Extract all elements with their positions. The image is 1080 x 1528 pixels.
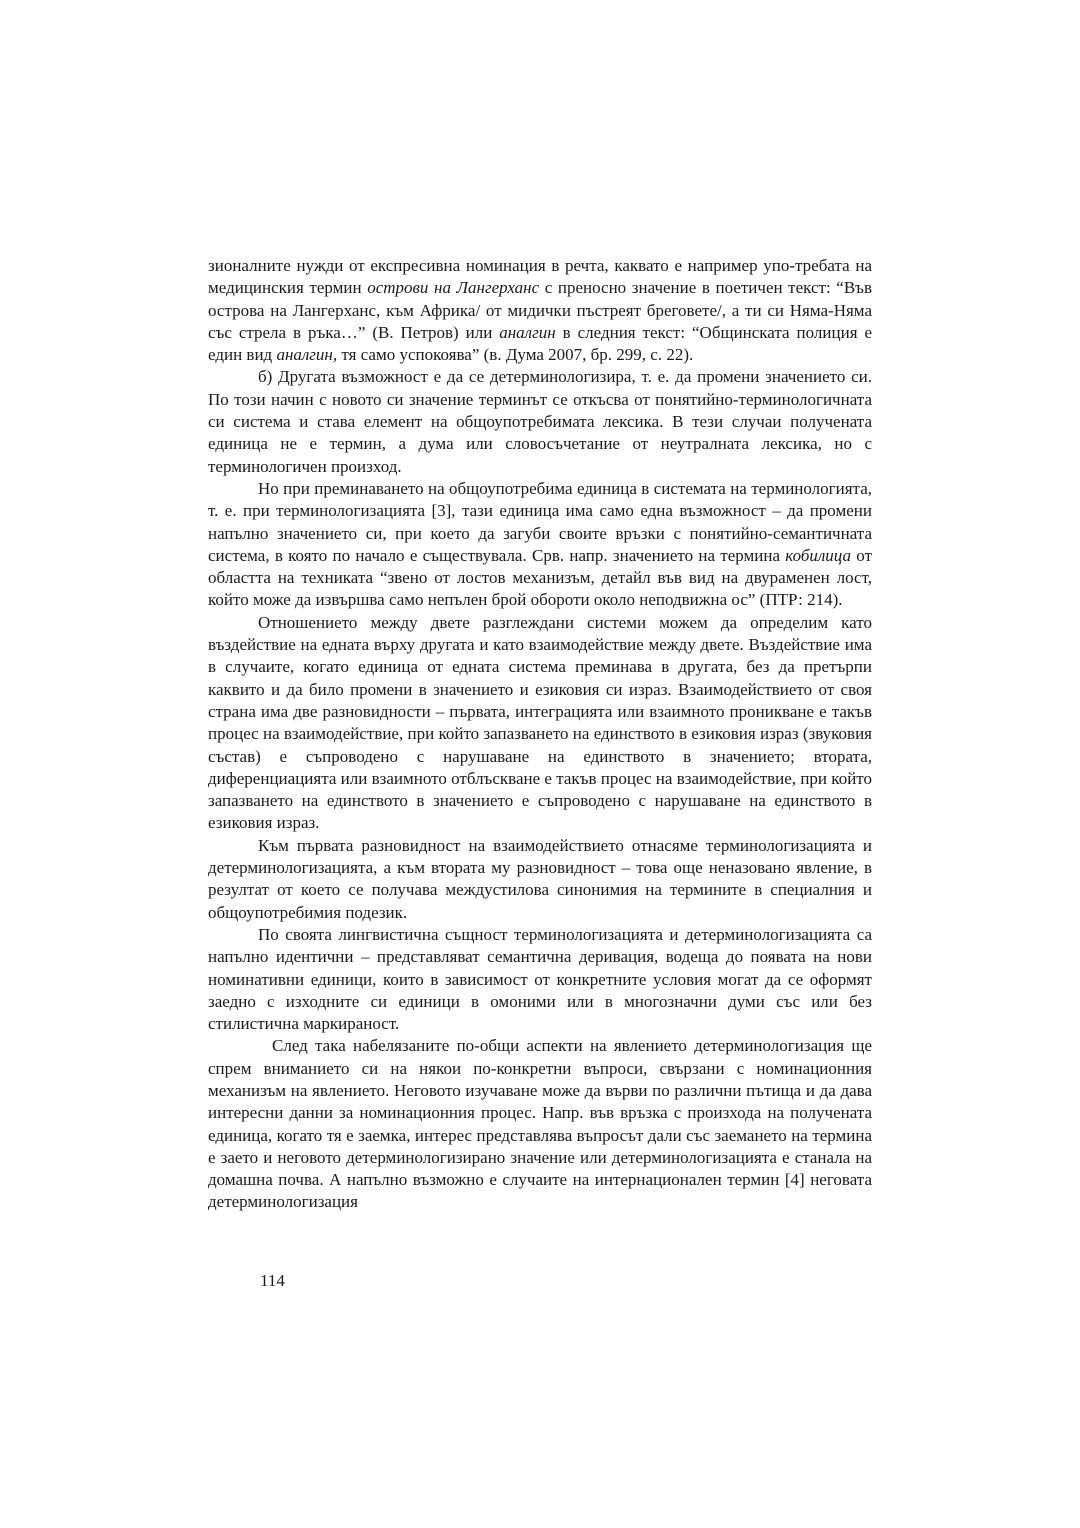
paragraph: [208, 1035, 872, 1213]
italic-term: острови на Лангерханс: [367, 278, 540, 298]
body-text: [208, 255, 872, 1214]
text-run: тя само успокоява” (в. Дума 2007, бр. 299, с. 22).: [337, 345, 694, 365]
italic-term: кобилица: [785, 545, 852, 565]
text-run: След така набелязаните по-общи аспекти на явлението детерминологизация ще спрем вниманието си на някои по-конкретни въпроси, свързани с номинационния механизъм на явлението. Неговото изучаване може да върви по различни пътища и да дава интересни данни за номинационния процес. Напр. във връзка с произхода на получената единица, когато тя е заемка, интерес представлява въпросът дали със заемането на термина е заето и неговото детерминологизирано значение или детерминологизацията е станала на домашна почва. А напълно възможно е случаите на интернационален термин [4] неговата детерминологизация: [208, 1036, 872, 1212]
paragraph: [208, 924, 872, 1035]
text-run: Към първата разновидност на взаимодействието отнасяме терминологизацията и детерминологизацията, а към втората му разновидност – това още неназовано явление, в резултат от което се получава междустилова синонимия на термините в специалния и общоупотребимия подезик.: [208, 835, 872, 922]
paragraph: [208, 835, 872, 924]
page-number: 114: [260, 1271, 285, 1290]
text-run: в следния текст: “Общинската полиция е един вид: [208, 322, 873, 365]
text-run: Но при преминаването на общоупотребима единица в системата на терминологията, т. е. при терминологизацията [3], тази единица има само една възможност – да промени напълно значението си, при което да загуби своите връзки с понятийно-семантичната система, в която по начало е съществувала. Срв. напр. значението на термина: [208, 478, 872, 565]
page-body: [208, 255, 872, 1214]
italic-term: аналгин: [499, 322, 556, 342]
paragraph: [208, 255, 872, 366]
text-run: с преносно значение в поетичен текст: “Във острова на Лангерханс, към Африка/ от мидички пъстреят бреговете/, а ти си Няма-Няма със стрела в ръка…” (В. Петров) или: [208, 278, 872, 342]
text-run: По своята лингвистична същност терминологизацията и детерминологизацията са напълно идентични – представляват семантична деривация, водеща до появата на нови номинативни единици, които в зависимост от конкретните условия могат да се оформят заедно с изходните си единици в омоними или в многозначни думи със или без стилистична маркираност.: [208, 924, 872, 1034]
text-run: б) Другата възможност е да се детерминологизира, т. е. да промени значението си. По този начин с новото си значение терминът се откъсва от понятийно-терминологичната си система и става елемент на общоупотребимата лексика. В тези случаи получената единица не е термин, а дума или словосъчетание от неутралната лексика, но с терминологичен произход.: [208, 367, 872, 476]
paragraph: [208, 478, 872, 612]
text-run: Отношението между двете разглеждани системи можем да определим като въздействие на едната върху другата и като взаимодействие между двете. Въздействие има в случаите, когато единица от едната система преминава в другата, без да претърпи каквито и да било промени в значението и езиковия си израз. Взаимодействието от своя страна има две разновидности – първата, интеграцията или взаимното проникване е такъв процес на взаимодействие, при който запазването на единството в езиковия израз (звуковия състав) е съпроводено с нарушаване на единството в значението; втората, диференциацията или взаимното отблъскване е такъв процес на взаимодействие, при който запазването на единството в значението е съпроводено с нарушаване на единството в езиковия израз.: [208, 612, 872, 833]
italic-term: аналгин,: [276, 345, 338, 365]
paragraph: [208, 612, 872, 835]
text-run: зионалните нужди от експресивна номинация в речта, каквато е например упо-требата на медицинския термин: [208, 256, 872, 298]
text-run: от областта на техниката “звено от лостов механизъм, детайл във вид на двураменен лост, който може да извършва само непълен брой обороти около неподвижна ос” (ПТР: 214).: [208, 545, 872, 610]
paragraph: [208, 366, 872, 477]
